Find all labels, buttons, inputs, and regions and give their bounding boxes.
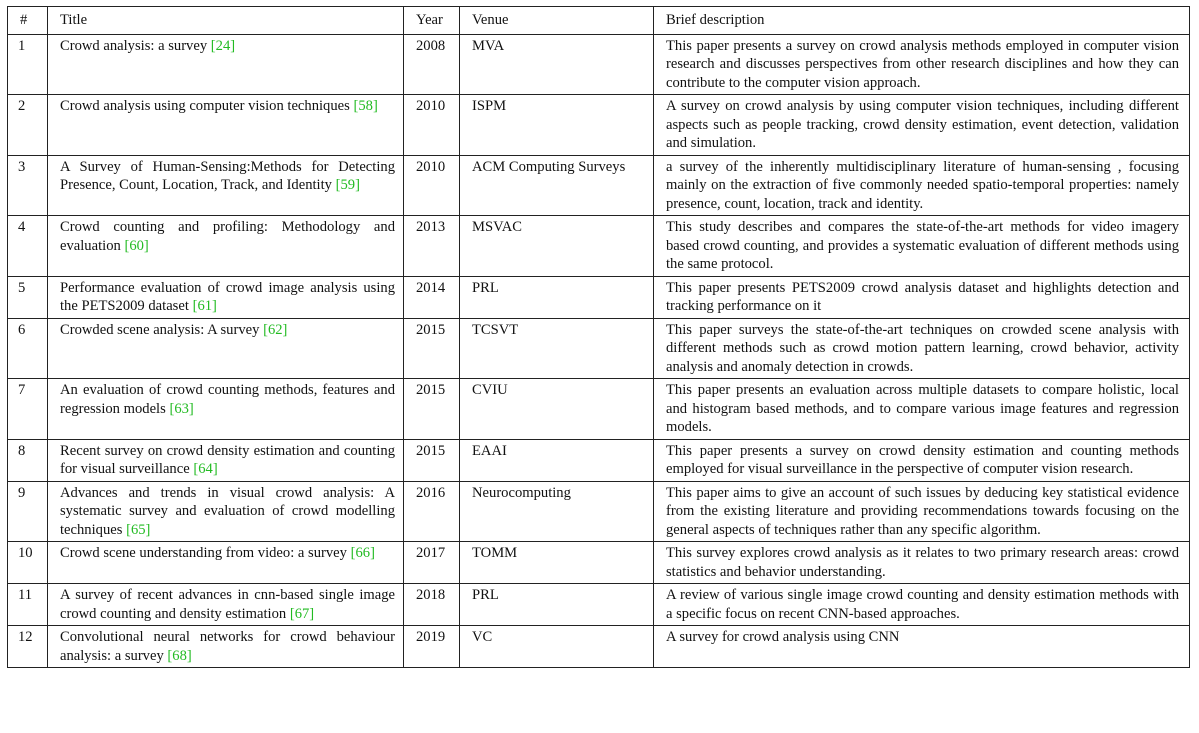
paper-title: A Survey of Human-Sensing:Methods for Detecting Presence, Count, Location, Track, and Identity: [60, 158, 395, 193]
paper-title-cell: [48, 34, 404, 95]
citation-link[interactable]: [59]: [335, 177, 360, 193]
paper-venue: Neurocomputing: [460, 481, 654, 542]
paper-title-cell: [48, 542, 404, 584]
paper-venue: PRL: [460, 276, 654, 318]
paper-year: 2015: [404, 318, 460, 379]
citation-number[interactable]: 58: [358, 98, 373, 114]
row-number: 3: [8, 155, 48, 216]
paper-year: 2015: [404, 439, 460, 481]
row-number: 7: [8, 379, 48, 440]
paper-title-cell: [48, 626, 404, 668]
citation-number[interactable]: 24: [215, 37, 231, 54]
row-number: 9: [8, 481, 48, 542]
citation-number[interactable]: 65: [130, 521, 146, 538]
paper-title-cell: [48, 481, 404, 542]
survey-table: [7, 6, 1190, 668]
paper-title-cell: [48, 584, 404, 626]
paper-venue: TCSVT: [460, 318, 654, 379]
paper-title: Crowded scene analysis: A survey: [60, 321, 260, 338]
paper-year: 2016: [404, 481, 460, 542]
paper-title-cell: [48, 318, 404, 379]
paper-description: This study describes and compares the state-of-the-art methods for video imagery based crowd counting, and provides a systematic evaluation of different methods using the same protocol.: [654, 216, 1190, 277]
table-row: [8, 34, 1190, 95]
citation-link[interactable]: [65]: [126, 521, 151, 538]
citation-link[interactable]: [24]: [210, 37, 236, 54]
table-body: [8, 34, 1190, 668]
table-header-row: [8, 7, 1190, 35]
paper-title-cell: [48, 155, 404, 216]
paper-venue: VC: [460, 626, 654, 668]
paper-title-cell: [48, 276, 404, 318]
paper-year: 2015: [404, 379, 460, 440]
paper-title: An evaluation of crowd counting methods, features and regression models: [60, 382, 395, 417]
citation-number[interactable]: 68: [172, 647, 187, 664]
header-num: #: [8, 7, 48, 35]
paper-description: A survey for crowd analysis using CNN: [654, 626, 1190, 668]
citation-link[interactable]: [58]: [353, 98, 378, 114]
paper-description: a survey of the inherently multidisciplinary literature of human-sensing , focusing mainly on the extraction of five commonly needed spatio-temporal properties: namely presence, count, location, track and identity.: [654, 155, 1190, 216]
paper-title: Advances and trends in visual crowd analysis: A systematic survey and evaluation of crowd modelling techniques: [60, 484, 395, 538]
paper-description: This paper presents PETS2009 crowd analysis dataset and highlights detection and tracking performance on it: [654, 276, 1190, 318]
paper-year: 2008: [404, 34, 460, 95]
citation-number[interactable]: 66: [355, 545, 371, 561]
paper-description: This paper aims to give an account of such issues by deducing key statistical evidence from the existing literature and providing recommendations towards focusing on the general aspects of techniques rather than any specific algorithm.: [654, 481, 1190, 542]
paper-year: 2019: [404, 626, 460, 668]
paper-year: 2017: [404, 542, 460, 584]
paper-description: This paper presents a survey on crowd analysis methods employed in computer vision research and discusses perspectives from other research disciplines and how they can contribute to the computer vision approach.: [654, 34, 1190, 95]
paper-description: This paper presents a survey on crowd density estimation and counting methods employed for visual surveillance in the perspective of computer vision research.: [654, 439, 1190, 481]
table-row: [8, 439, 1190, 481]
paper-venue: MVA: [460, 34, 654, 95]
paper-title: Convolutional neural networks for crowd behaviour analysis: a survey: [60, 629, 395, 664]
citation-link[interactable]: [62]: [263, 321, 288, 338]
row-number: 1: [8, 34, 48, 95]
citation-number[interactable]: 64: [198, 461, 213, 477]
citation-number[interactable]: 61: [197, 298, 213, 314]
table-row: [8, 481, 1190, 542]
header-year: Year: [404, 7, 460, 35]
table-row: [8, 318, 1190, 379]
paper-title-cell: [48, 379, 404, 440]
row-number: 12: [8, 626, 48, 668]
paper-venue: CVIU: [460, 379, 654, 440]
paper-year: 2018: [404, 584, 460, 626]
citation-link[interactable]: [68]: [167, 647, 192, 664]
paper-venue: PRL: [460, 584, 654, 626]
citation-number[interactable]: 62: [267, 321, 283, 338]
paper-description: This paper presents an evaluation across multiple datasets to compare holistic, local and histogram based methods, and to compare various image features and regression models.: [654, 379, 1190, 440]
paper-title: Crowd scene understanding from video: a survey: [60, 545, 347, 561]
table-row: [8, 379, 1190, 440]
table-row: [8, 216, 1190, 277]
table-row: [8, 95, 1190, 156]
citation-link[interactable]: [60]: [124, 237, 149, 254]
paper-title: Recent survey on crowd density estimation and counting for visual surveillance: [60, 442, 395, 477]
paper-title-cell: [48, 95, 404, 156]
header-description: Brief description: [654, 7, 1190, 35]
table-row: [8, 626, 1190, 668]
citation-number[interactable]: 63: [174, 400, 189, 417]
paper-description: A review of various single image crowd counting and density estimation methods with a specific focus on recent CNN-based approaches.: [654, 584, 1190, 626]
paper-title-cell: [48, 216, 404, 277]
paper-year: 2010: [404, 95, 460, 156]
table-row: [8, 155, 1190, 216]
paper-description: A survey on crowd analysis by using computer vision techniques, including different aspects such as people tracking, crowd density estimation, event detection, validation and simulation.: [654, 95, 1190, 156]
paper-description: This paper surveys the state-of-the-art techniques on crowded scene analysis with different methods such as crowd motion pattern learning, crowd behavior, activity analysis and anomaly detection in crowds.: [654, 318, 1190, 379]
citation-number[interactable]: 59: [340, 177, 356, 193]
table-row: [8, 584, 1190, 626]
paper-year: 2010: [404, 155, 460, 216]
header-venue: Venue: [460, 7, 654, 35]
paper-venue: ACM Computing Surveys: [460, 155, 654, 216]
paper-title-cell: [48, 439, 404, 481]
table-row: [8, 542, 1190, 584]
paper-title: Crowd analysis using computer vision techniques: [60, 98, 350, 114]
citation-link[interactable]: [61]: [192, 298, 217, 314]
citation-link[interactable]: [64]: [193, 461, 218, 477]
paper-title: Crowd analysis: a survey: [60, 37, 208, 54]
paper-year: 2014: [404, 276, 460, 318]
row-number: 6: [8, 318, 48, 379]
paper-venue: MSVAC: [460, 216, 654, 277]
citation-link[interactable]: [63]: [169, 400, 194, 417]
table-row: [8, 276, 1190, 318]
citation-link[interactable]: [67]: [289, 605, 315, 622]
paper-year: 2013: [404, 216, 460, 277]
paper-title: Performance evaluation of crowd image analysis using the PETS2009 dataset: [60, 279, 395, 314]
citation-number[interactable]: 60: [129, 237, 144, 254]
header-title: Title: [48, 7, 404, 35]
row-number: 2: [8, 95, 48, 156]
row-number: 11: [8, 584, 48, 626]
row-number: 8: [8, 439, 48, 481]
row-number: 5: [8, 276, 48, 318]
citation-link[interactable]: [66]: [350, 545, 375, 561]
citation-number[interactable]: 67: [294, 605, 310, 622]
paper-title: Crowd counting and profiling: Methodology and evaluation: [60, 219, 395, 254]
paper-venue: TOMM: [460, 542, 654, 584]
row-number: 10: [8, 542, 48, 584]
paper-venue: EAAI: [460, 439, 654, 481]
paper-description: This survey explores crowd analysis as it relates to two primary research areas: crowd statistics and behavior understanding.: [654, 542, 1190, 584]
row-number: 4: [8, 216, 48, 277]
paper-title: A survey of recent advances in cnn-based single image crowd counting and density estimation: [60, 587, 395, 622]
paper-venue: ISPM: [460, 95, 654, 156]
